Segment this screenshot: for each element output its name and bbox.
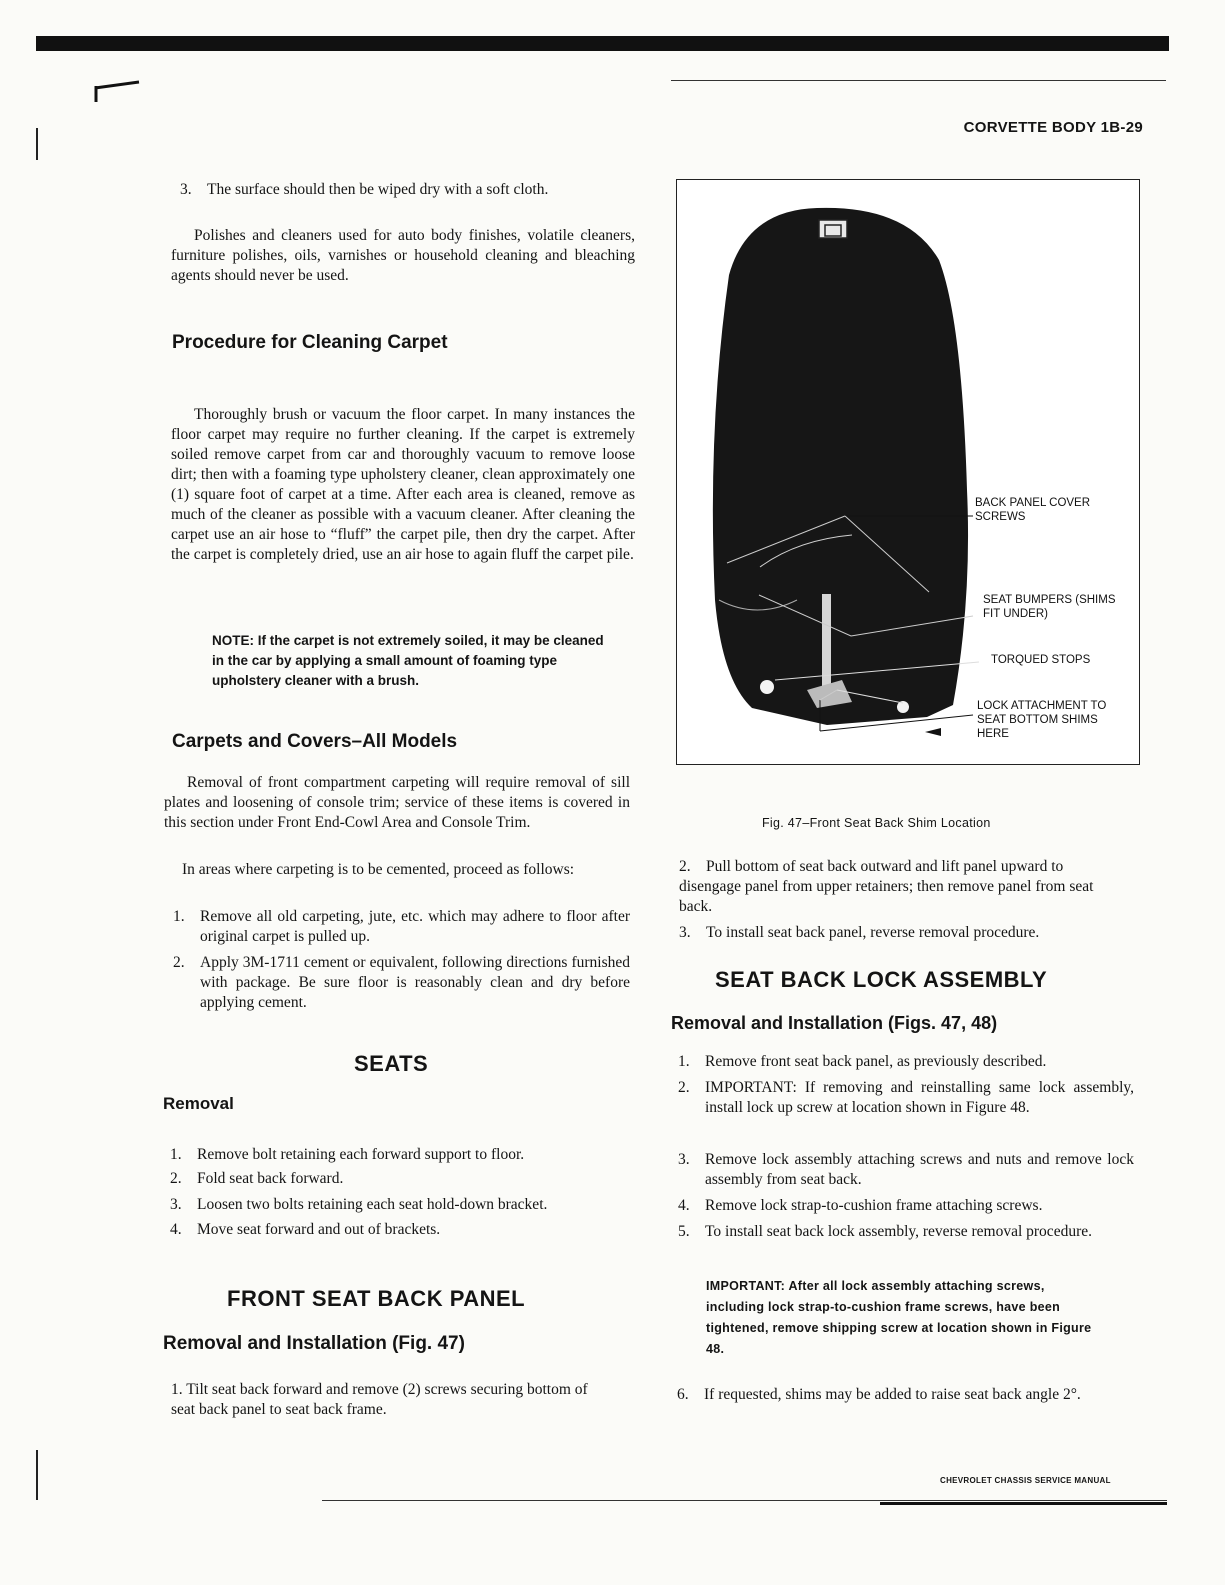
fsbp-subheading: Removal and Installation (Fig. 47) <box>163 1333 465 1354</box>
header-rule <box>671 80 1166 81</box>
important-note: IMPORTANT: After all lock assembly attaching screws, including lock strap-to-cushion frame screws, have been tightened, remove shipping screw at location shown in Figure 48. <box>706 1279 1092 1356</box>
step-number: 1. <box>173 908 185 925</box>
figure-caption: Fig. 47–Front Seat Back Shim Location <box>762 816 991 830</box>
step-text: Remove lock strap-to-cushion frame attaching screws. <box>705 1197 1043 1214</box>
seat-back-photo <box>677 180 1139 764</box>
callout-lock-attachment: LOCK ATTACHMENT TO SEAT BOTTOM SHIMS HERE <box>977 700 1107 740</box>
step-text: If requested, shims may be added to raise seat back angle 2°. <box>704 1386 1081 1403</box>
figure-47 <box>676 179 1140 765</box>
left-margin-rule-bottom <box>36 1450 38 1500</box>
step-text: To install seat back lock assembly, reverse removal procedure. <box>705 1223 1092 1240</box>
step-text: To install seat back panel, reverse removal procedure. <box>706 924 1040 941</box>
footer-manual-title: CHEVROLET CHASSIS SERVICE MANUAL <box>940 1476 1111 1485</box>
carpet-note: NOTE: If the carpet is not extremely soiled, it may be cleaned in the car by applying a small amount of foaming type upholstery cleaner with a brush. <box>212 633 604 688</box>
step-text: Fold seat back forward. <box>197 1170 344 1187</box>
step-text: IMPORTANT: If removing and reinstalling same lock assembly, install lock up screw at location shown in Figure 48. <box>705 1079 1134 1116</box>
step-number: 1. <box>678 1053 690 1070</box>
step-number: 3. <box>180 181 192 198</box>
lock-step-2 <box>678 1078 1134 1118</box>
bottom-rule <box>322 1500 1167 1501</box>
removal-step-3 <box>170 1195 630 1215</box>
step-number: 4. <box>678 1197 690 1214</box>
page-header: CORVETTE BODY 1B-29 <box>963 119 1143 136</box>
removal-step-1 <box>170 1145 630 1165</box>
bottom-rule-thick <box>880 1502 1167 1505</box>
step-text: Remove all old carpeting, jute, etc. which may adhere to floor after original carpet is pulled up. <box>200 908 630 945</box>
step-number: 3. <box>679 924 691 941</box>
step-text: Remove lock assembly attaching screws and nuts and remove lock assembly from seat back. <box>705 1151 1134 1188</box>
carpets-covers-heading: Carpets and Covers–All Models <box>172 731 458 752</box>
callout-seat-bumpers: SEAT BUMPERS (SHIMS FIT UNDER) <box>983 594 1116 620</box>
left-margin-rule <box>36 128 38 160</box>
callout-back-panel-screws: BACK PANEL COVER SCREWS <box>975 497 1091 523</box>
panel-step-2 <box>679 857 1109 917</box>
step-number: 3. <box>170 1196 182 1213</box>
step-number: 6. <box>677 1386 689 1403</box>
carpet-cleaning-paragraph: Thoroughly brush or vacuum the floor carpet. In many instances the floor carpet may require no further cleaning. If the carpet is extremely soiled remove carpet from car and thoroughly vacuum to remove loose dirt; then with a foaming type upholstery cleaner, clean approximately one (1) square foot of carpet at a time. After each area is cleaned, remove as much of the cleaner as possible with a vacuum cleaner. After cleaning the carpet use an air hose to “fluff” the carpet pile, then dry the carpet. After the carpet is completely dried, use an air hose to again fluff the carpet pile. <box>171 406 635 563</box>
step-number: 2. <box>173 954 185 971</box>
seats-heading: SEATS <box>354 1051 429 1076</box>
carpet-cleaning-heading: Procedure for Cleaning Carpet <box>172 332 448 353</box>
lock-subheading: Removal and Installation (Figs. 47, 48) <box>671 1013 998 1033</box>
step-text: Move seat forward and out of brackets. <box>197 1221 441 1238</box>
step-number: 2. <box>678 1079 690 1096</box>
step-number: 1. <box>170 1146 182 1163</box>
front-seat-back-panel-heading: FRONT SEAT BACK PANEL <box>227 1286 526 1311</box>
lock-step-5 <box>678 1222 1134 1242</box>
step-number: 2. <box>170 1170 182 1187</box>
step-3-wipe <box>180 180 640 200</box>
step-text: Pull bottom of seat back outward and lift panel upward to disengage panel from upper retainers; then remove panel from seat back. <box>679 858 1094 915</box>
fsbp-step-1: 1. Tilt seat back forward and remove (2) screws securing bottom of seat back panel to seat back frame. <box>171 1381 588 1418</box>
step-number: 4. <box>170 1221 182 1238</box>
removal-step-4 <box>170 1220 630 1240</box>
step-number: 5. <box>678 1223 690 1240</box>
removal-heading: Removal <box>163 1094 234 1113</box>
top-bar <box>36 36 1169 51</box>
step-number: 3. <box>678 1151 690 1168</box>
callout-torqued-stops: TORQUED STOPS <box>991 654 1091 666</box>
step-text: Remove front seat back panel, as previously described. <box>705 1053 1047 1070</box>
polishes-paragraph: Polishes and cleaners used for auto body finishes, volatile cleaners, furniture polishes, oils, varnishes or household cleaning and bleaching agents should never be used. <box>171 227 635 284</box>
cement-step-1 <box>173 907 630 947</box>
lock-step-3 <box>678 1150 1134 1190</box>
step-text: Loosen two bolts retaining each seat hold-down bracket. <box>197 1196 548 1213</box>
removal-step-2 <box>170 1169 630 1189</box>
lock-step-1 <box>678 1052 1134 1072</box>
step-text: Apply 3M-1711 cement or equivalent, following directions furnished with package. Be sure floor is reasonably clean and dry before applying cement. <box>200 954 630 1011</box>
lock-step-4 <box>678 1196 1134 1216</box>
corner-mark <box>93 80 141 102</box>
step-text: The surface should then be wiped dry with a soft cloth. <box>207 181 549 198</box>
cement-intro: In areas where carpeting is to be cemented, proceed as follows: <box>182 861 575 878</box>
covers-paragraph: Removal of front compartment carpeting will require removal of sill plates and loosening of console trim; service of these items is covered in this section under Front End-Cowl Area and Console Trim. <box>164 774 630 831</box>
step-number: 2. <box>679 858 691 875</box>
lock-step-6 <box>677 1385 1134 1405</box>
cement-step-2 <box>173 953 630 1013</box>
panel-step-3 <box>679 923 1139 943</box>
seat-back-lock-heading: SEAT BACK LOCK ASSEMBLY <box>715 967 1048 992</box>
step-text: Remove bolt retaining each forward support to floor. <box>197 1146 525 1163</box>
